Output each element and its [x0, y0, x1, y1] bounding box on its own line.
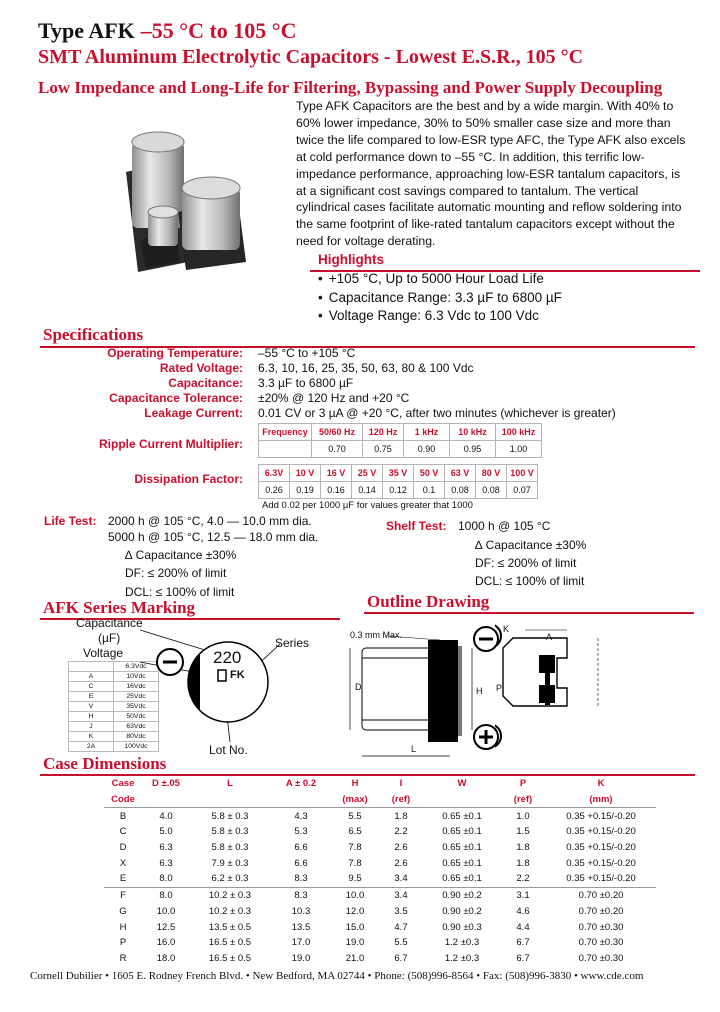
ripple-multiplier-table	[258, 423, 542, 458]
case-table-row	[104, 887, 656, 903]
lot-number-callout-label: Lot No.	[209, 743, 248, 757]
voltage-code: K	[69, 732, 114, 742]
highlight-item: • Voltage Range: 6.3 Vdc to 100 Vdc	[318, 307, 562, 326]
voltage-rating: 6.3Vdc	[114, 662, 159, 672]
intro-paragraph: Type AFK Capacitors are the best and by a wide margin. With 40% to 60% lower impedance, 30% to 50% smaller case size and more than twice the life compared to low-ESR type AFC, the Type AFK also excels at cold performance down to –55 °C. In addition, this terrific low-impedance performance, approaching low-ESR tantalum capacitors, is at a significant cost savings compared to tantalum. The vertical cylindrical cases facilitate automatic mounting and reflow soldering into the same footprint of like-rated tantalum capacitors except without the need for voltage derating.	[296, 99, 686, 249]
case-table-row	[104, 935, 656, 951]
outline-max-label: 0.3 mm Max.	[350, 630, 403, 640]
marking-title: AFK Series Marking	[43, 598, 196, 617]
spec-value-rated-voltage: 6.3, 10, 16, 25, 35, 50, 63, 80 & 100 Vdc	[258, 361, 474, 375]
case-table-cell: F	[104, 887, 142, 903]
case-table-cell: 0.70 ±0.30	[578, 952, 624, 964]
case-table-cell: 5.5	[394, 937, 408, 949]
case-table-row	[104, 808, 656, 824]
spec-label-capacitance-tolerance: Capacitance Tolerance:	[109, 391, 243, 405]
voltage-rating: 10Vdc	[114, 672, 159, 682]
outline-dim-P: P	[496, 683, 503, 693]
ripple-value-cell: 0.90	[404, 441, 450, 458]
temperature-range: –55 °C to 105 °C	[140, 18, 297, 43]
df-header-cell: 16 V	[321, 465, 352, 482]
case-table-cell: 16.0	[156, 937, 176, 949]
case-col-subheader: (mm)	[589, 794, 613, 806]
df-value-cell: 0.12	[383, 482, 414, 499]
case-table-cell: 6.2 ± 0.3	[211, 873, 249, 885]
case-table-cell: 12.0	[345, 905, 365, 917]
case-table-cell: 7.9 ± 0.3	[211, 857, 249, 869]
case-table-cell: 0.70 ±0.20	[546, 887, 656, 903]
case-col-header: P	[519, 778, 527, 790]
voltage-rating: 100Vdc	[114, 742, 159, 752]
case-table-cell: 4.4	[516, 921, 530, 933]
spec-label-leakage-current: Leakage Current:	[144, 406, 243, 420]
capacitance-callout-label: Capacitance	[76, 616, 143, 630]
case-col-subheader	[270, 792, 332, 808]
life-test-capacitance: ∆ Capacitance ±30%	[125, 548, 237, 562]
df-value-cell: 0.1	[414, 482, 445, 499]
voltage-callout-label: Voltage	[83, 646, 124, 660]
df-value-cell: 0.26	[259, 482, 290, 499]
shelf-test-capacitance: ∆ Capacitance ±30%	[475, 538, 587, 552]
case-table-cell: 5.3	[294, 826, 308, 838]
case-table-cell: 8.3	[294, 873, 308, 885]
case-table-cell: B	[104, 808, 142, 824]
case-table-cell: 0.90 ±0.3	[442, 921, 482, 933]
case-table-header-row	[104, 792, 656, 808]
case-table-row	[104, 951, 656, 967]
case-table-cell: 0.65 ±0.1	[442, 842, 482, 854]
case-table-cell: 6.6	[294, 842, 308, 854]
df-value-cell: 0.19	[290, 482, 321, 499]
df-header-cell: 35 V	[383, 465, 414, 482]
company-footer: Cornell Dubilier • 1605 E. Rodney French Blvd. • New Bedford, MA 02744 • Phone: (508)996-8564 • Fax: (508)996-3830 • www.cde.com	[30, 970, 644, 982]
case-table-cell: 19.0	[345, 937, 365, 949]
outline-dim-A: A	[546, 632, 553, 642]
outline-dim-K: K	[503, 624, 510, 634]
highlight-item: • Capacitance Range: 3.3 µF to 6800 µF	[318, 289, 562, 308]
case-col-subheader: (ref)	[513, 794, 533, 806]
df-header-cell: 10 V	[290, 465, 321, 482]
voltage-code	[69, 662, 114, 672]
ripple-header-cell: 1 kHz	[404, 424, 450, 441]
case-table-row	[104, 871, 656, 887]
case-col-subheader	[424, 792, 500, 808]
case-table-cell: 6.6	[294, 857, 308, 869]
case-table-cell: 3.1	[500, 887, 546, 903]
case-table-cell: 0.65 ±0.1	[424, 808, 500, 824]
case-col-header: L	[227, 778, 233, 790]
case-col-header: K	[597, 778, 605, 790]
voltage-code: E	[69, 692, 114, 702]
spec-label-operating-temperature: Operating Temperature:	[107, 346, 243, 360]
case-table-cell: 1.8	[516, 842, 530, 854]
case-table-cell: 4.7	[394, 921, 408, 933]
case-table-cell: 8.3	[270, 887, 332, 903]
case-table-cell: 1.0	[500, 808, 546, 824]
ripple-header-cell: Frequency	[259, 424, 312, 441]
case-col-subheader	[142, 792, 190, 808]
case-dimensions-title: Case Dimensions	[43, 754, 167, 773]
voltage-rating: 16Vdc	[114, 682, 159, 692]
case-table-cell: 1.8	[516, 857, 530, 869]
case-table-cell: 5.8 ± 0.3	[190, 808, 270, 824]
shelf-test-dcl: DCL: ≤ 100% of limit	[475, 574, 585, 588]
case-table-cell: 0.35 +0.15/-0.20	[566, 857, 636, 869]
spec-value-leakage-current: 0.01 CV or 3 µA @ +20 °C, after two minutes (whichever is greater)	[258, 406, 616, 420]
case-col-header: D ±.05	[152, 778, 180, 790]
case-table-cell: 0.35 +0.15/-0.20	[566, 873, 636, 885]
series-callout-label: Series	[275, 636, 310, 650]
case-table-cell: 15.0	[345, 921, 365, 933]
case-col-subheader: (max)	[342, 794, 368, 806]
case-table-cell: 6.3	[159, 857, 173, 869]
case-table-cell: 5.8 ± 0.3	[211, 842, 249, 854]
type-title	[38, 18, 296, 44]
case-col-header: A ± 0.2	[285, 778, 317, 790]
ripple-header-cell: 50/60 Hz	[312, 424, 363, 441]
case-table-cell: 3.4	[378, 887, 424, 903]
case-table-cell: 0.70 ±0.30	[578, 921, 624, 933]
marking-capacitance-value: 220	[213, 648, 242, 667]
case-table-row	[104, 904, 656, 920]
case-table-cell: 13.5	[291, 921, 311, 933]
case-table-cell: 10.0	[332, 887, 378, 903]
polarity-band	[188, 653, 200, 711]
highlight-item: • +105 °C, Up to 5000 Hour Load Life	[318, 270, 562, 289]
case-table-cell: 7.8	[348, 857, 362, 869]
case-table-cell: 10.2 ± 0.3	[208, 905, 252, 917]
case-col-subheader: Code	[111, 794, 135, 806]
product-tagline: Low Impedance and Long-Life for Filtering, Bypassing and Power Supply Decoupling	[38, 78, 663, 97]
case-table-cell: 2.2	[394, 826, 408, 838]
case-table-row	[104, 855, 656, 871]
voltage-rating: 50Vdc	[114, 712, 159, 722]
case-table-row	[104, 824, 656, 840]
ripple-current-label: Ripple Current Multiplier:	[99, 437, 243, 451]
df-header-cell: 6.3V	[259, 465, 290, 482]
df-header-cell: 63 V	[445, 465, 476, 482]
df-header-cell: 100 V	[507, 465, 538, 482]
specifications-title: Specifications	[43, 325, 144, 344]
case-table-cell: 17.0	[291, 937, 311, 949]
spec-label-capacitance: Capacitance:	[168, 376, 243, 390]
dissipation-factor-table	[258, 464, 538, 499]
case-table-cell: D	[119, 842, 127, 854]
outline-dim-L: L	[411, 744, 417, 754]
spec-value-capacitance: 3.3 µF to 6800 µF	[258, 376, 354, 390]
life-test-line-1: 2000 h @ 105 °C, 4.0 — 10.0 mm dia.	[108, 514, 312, 528]
case-table-cell: 7.8	[348, 842, 362, 854]
case-table-cell: 0.70 ±0.30	[578, 937, 624, 949]
outline-rule	[364, 612, 694, 614]
spec-value-capacitance-tolerance: ±20% @ 120 Hz and +20 °C	[258, 391, 410, 405]
ripple-header-cell: 100 kHz	[496, 424, 542, 441]
case-table-cell: 16.5 ± 0.5	[208, 937, 252, 949]
case-dimensions-table	[104, 776, 656, 966]
outline-dim-H: H	[476, 686, 483, 696]
case-table-cell: 0.35 +0.15/-0.20	[566, 842, 636, 854]
case-table-cell: 19.0	[291, 952, 311, 964]
case-table-body	[104, 808, 656, 966]
dissipation-factor-label: Dissipation Factor:	[134, 472, 243, 486]
case-table-cell: 9.5	[348, 873, 362, 885]
case-table-cell: 3.5	[394, 905, 408, 917]
case-table-cell: 0.65 ±0.1	[442, 873, 482, 885]
case-table-cell: 8.0	[142, 887, 190, 903]
outline-title: Outline Drawing	[367, 592, 490, 611]
case-table-cell: 0.70 ±0.20	[578, 905, 624, 917]
voltage-code: A	[69, 672, 114, 682]
case-table-row	[104, 919, 656, 935]
ripple-value-cell: 0.70	[312, 441, 363, 458]
case-table-cell: E	[119, 873, 127, 885]
df-value-cell: 0.14	[352, 482, 383, 499]
case-table-cell: 12.5	[156, 921, 176, 933]
case-table-cell: 6.3	[159, 842, 173, 854]
case-table-cell: 0.35 +0.15/-0.20	[546, 808, 656, 824]
case-table-cell: 0.65 ±0.1	[442, 826, 482, 838]
voltage-code: 2A	[69, 742, 114, 752]
voltage-rating: 63Vdc	[114, 722, 159, 732]
shelf-test-label: Shelf Test:	[386, 519, 447, 533]
case-table-cell: 2.6	[394, 842, 408, 854]
minus-terminal-icon	[471, 624, 501, 654]
voltage-code: H	[69, 712, 114, 722]
voltage-code: V	[69, 702, 114, 712]
case-table-cell: P	[119, 937, 127, 949]
case-table-row	[104, 840, 656, 856]
case-table-cell: 0.65 ±0.1	[442, 857, 482, 869]
voltage-code: C	[69, 682, 114, 692]
voltage-rating: 35Vdc	[114, 702, 159, 712]
life-test-line-2: 5000 h @ 105 °C, 12.5 — 18.0 mm dia.	[108, 530, 319, 544]
case-table-cell: 1.2 ±0.3	[444, 952, 480, 964]
ripple-header-cell: 120 Hz	[363, 424, 404, 441]
case-col-header: Case	[111, 778, 135, 790]
case-col-header: W	[457, 778, 467, 790]
case-table-cell: 10.0	[156, 905, 176, 917]
case-table-cell: 4.3	[270, 808, 332, 824]
case-table-cell: 4.0	[142, 808, 190, 824]
case-table-cell: 10.2 ± 0.3	[190, 887, 270, 903]
case-table-cell: 1.2 ±0.3	[444, 937, 480, 949]
case-table-cell: 6.5	[348, 826, 362, 838]
outline-dim-D: D	[355, 682, 362, 692]
case-table-cell: 2.2	[516, 873, 530, 885]
case-table-cell: R	[119, 952, 127, 964]
case-table-cell: H	[119, 921, 127, 933]
highlights-list	[318, 270, 562, 326]
dissipation-factor-note: Add 0.02 per 1000 µF for values greater that 1000	[262, 500, 473, 511]
shelf-test-line: 1000 h @ 105 °C	[458, 519, 551, 533]
case-table-cell: 16.5 ± 0.5	[208, 952, 252, 964]
case-table-cell: 6.7	[516, 952, 530, 964]
capacitance-callout-unit: (µF)	[98, 631, 121, 645]
case-col-header: I	[399, 778, 403, 790]
shelf-test-df: DF: ≤ 200% of limit	[475, 556, 577, 570]
df-value-cell: 0.07	[507, 482, 538, 499]
case-table-cell: 10.3	[291, 905, 311, 917]
case-table-cell: 13.5 ± 0.5	[208, 921, 252, 933]
df-value-cell: 0.16	[321, 482, 352, 499]
case-table-cell: 8.0	[159, 873, 173, 885]
voltage-rating: 25Vdc	[114, 692, 159, 702]
case-col-subheader: (ref)	[391, 794, 411, 806]
life-test-dcl: DCL: ≤ 100% of limit	[125, 585, 235, 599]
voltage-code: J	[69, 722, 114, 732]
marking-series-code: FK	[230, 669, 245, 681]
case-table-cell: 0.90 ±0.2	[442, 905, 482, 917]
capacitor-photo	[118, 112, 268, 272]
life-test-label: Life Test:	[44, 514, 97, 528]
case-col-subheader	[190, 792, 270, 808]
marking-diagram	[140, 628, 290, 748]
ripple-value-cell: 0.75	[363, 441, 404, 458]
plus-terminal-icon	[471, 722, 501, 752]
case-table-cell: C	[119, 826, 127, 838]
spec-label-rated-voltage: Rated Voltage:	[159, 361, 243, 375]
df-header-cell: 80 V	[476, 465, 507, 482]
case-table-cell: 5.0	[159, 826, 173, 838]
df-header-cell: 25 V	[352, 465, 383, 482]
case-table-cell: 0.90 ±0.2	[424, 887, 500, 903]
case-table-cell: 3.4	[394, 873, 408, 885]
case-table-cell: 5.8 ± 0.3	[211, 826, 249, 838]
case-table-cell: 1.5	[516, 826, 530, 838]
life-test-df: DF: ≤ 200% of limit	[125, 566, 227, 580]
voltage-rating: 80Vdc	[114, 732, 159, 742]
case-table-cell: 18.0	[156, 952, 176, 964]
case-col-header: H	[351, 778, 359, 790]
case-table-cell: 6.7	[516, 937, 530, 949]
product-subtitle: SMT Aluminum Electrolytic Capacitors - Lowest E.S.R., 105 °C	[38, 46, 584, 68]
outline-top-view	[495, 618, 610, 748]
df-value-cell: 0.08	[445, 482, 476, 499]
case-table-cell: 4.6	[516, 905, 530, 917]
case-table-cell: 2.6	[394, 857, 408, 869]
spec-value-operating-temperature: –55 °C to +105 °C	[258, 346, 356, 360]
df-value-cell: 0.08	[476, 482, 507, 499]
case-table-cell: 21.0	[345, 952, 365, 964]
ripple-value-cell: 1.00	[496, 441, 542, 458]
case-table-cell: 5.5	[332, 808, 378, 824]
case-table-cell: 6.7	[394, 952, 408, 964]
case-table-cell: G	[119, 905, 127, 917]
ripple-value-cell	[259, 441, 312, 458]
case-table-cell: X	[119, 857, 127, 869]
case-table-cell: 1.8	[378, 808, 424, 824]
case-table-header-row	[104, 776, 656, 792]
ripple-header-cell: 10 kHz	[450, 424, 496, 441]
ripple-value-cell: 0.95	[450, 441, 496, 458]
highlights-title: Highlights	[318, 252, 384, 267]
case-table-cell: 0.35 +0.15/-0.20	[566, 826, 636, 838]
type-label: Type AFK	[38, 18, 135, 43]
df-header-cell: 50 V	[414, 465, 445, 482]
